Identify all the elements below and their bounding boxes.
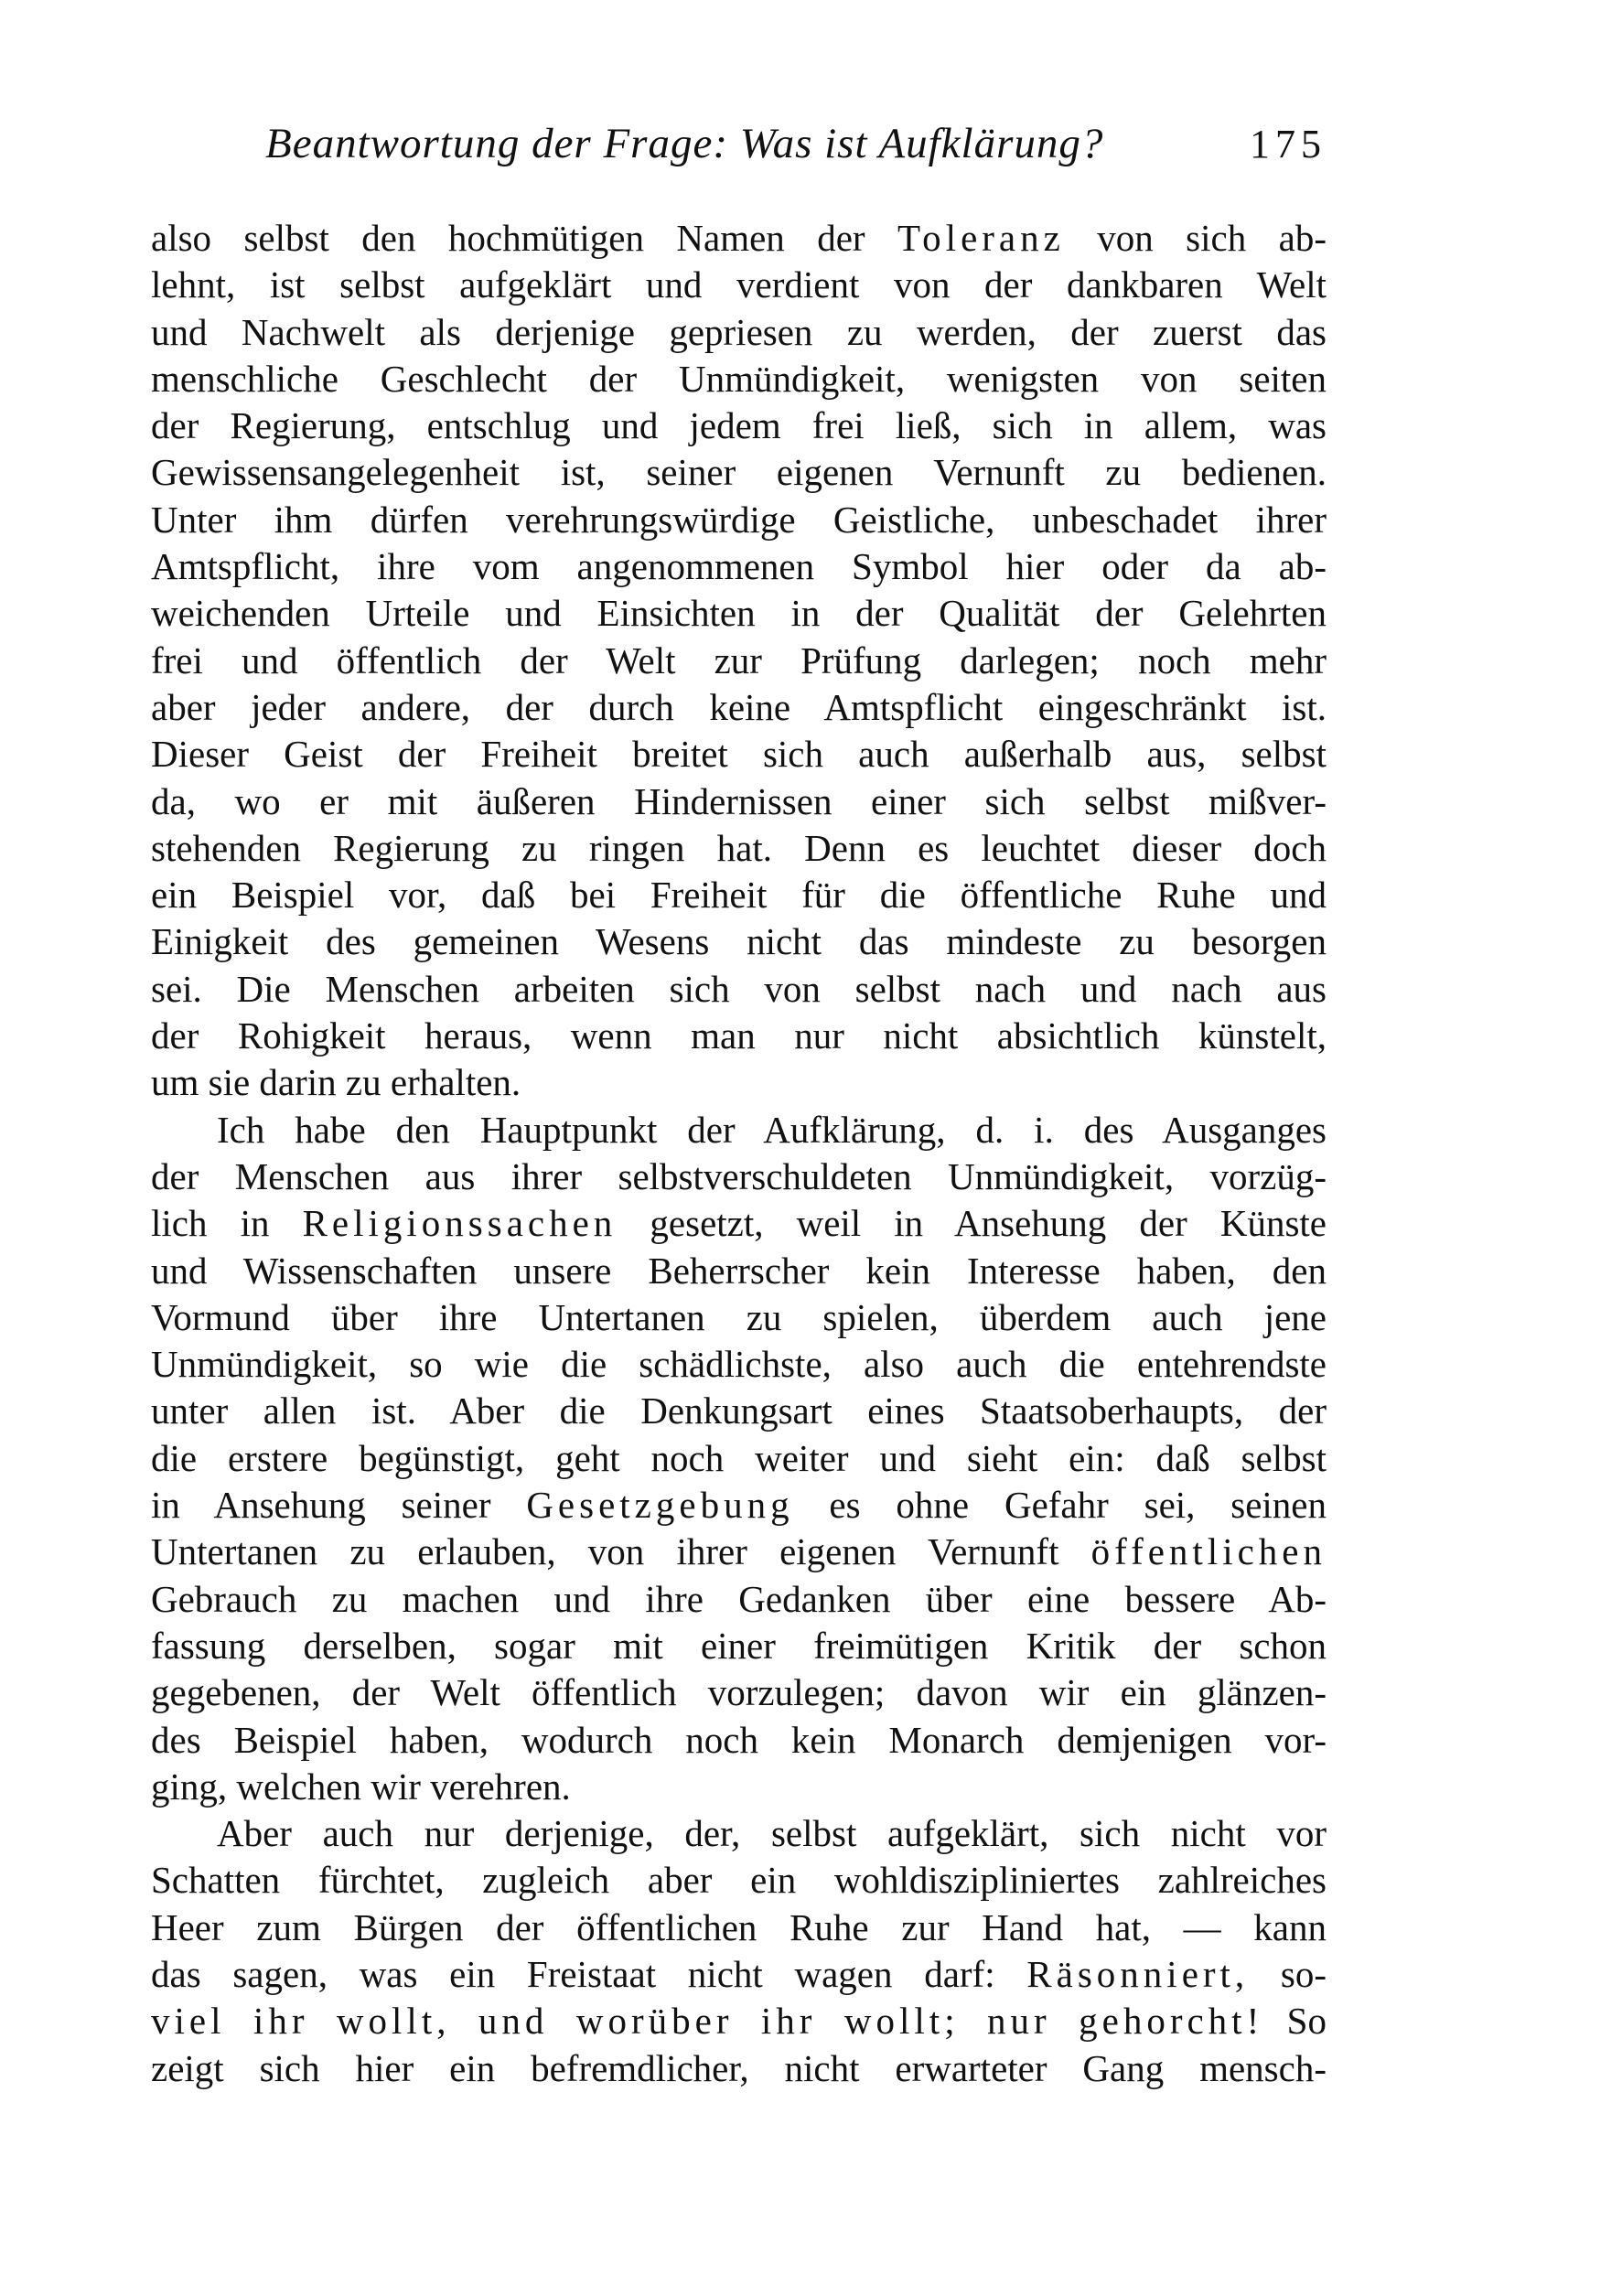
text-segment: Gewissensangelegenheit ist, seiner eigenen Vernunft zu bedienen. xyxy=(151,451,1327,494)
text-segment: lich in xyxy=(151,1202,303,1245)
text-segment: Schatten fürchtet, zugleich aber ein wohldiszipliniertes zahlreiches xyxy=(151,1859,1327,1902)
text-segment: der Rohigkeit heraus, wenn man nur nicht absichtlich künstelt, xyxy=(151,1014,1327,1057)
text-line xyxy=(151,590,1327,637)
text-segment: Unmündigkeit, so wie die schädlichste, also auch die entehrendste xyxy=(151,1343,1327,1386)
text-segment: unter allen ist. Aber die Denkungsart eines Staatsoberhaupts, der xyxy=(151,1389,1327,1432)
spaced-emphasis: viel ihr wollt, und worüber ihr wollt; nur gehorcht! xyxy=(151,2000,1264,2043)
spaced-emphasis: öffentlichen xyxy=(1090,1530,1327,1573)
text-line xyxy=(151,1669,1327,1716)
text-segment: lehnt, ist selbst aufgeklärt und verdient von der dankbaren Welt xyxy=(151,263,1327,306)
spaced-emphasis: Religionssachen xyxy=(302,1202,618,1245)
text-line xyxy=(151,1623,1327,1669)
text-segment: das sagen, was ein Freistaat nicht wagen darf: xyxy=(151,1952,1027,1995)
text-segment: der Menschen aus ihrer selbstverschuldeten Unmündigkeit, vorzüg- xyxy=(151,1154,1327,1197)
text-line xyxy=(151,825,1327,872)
text-segment: es ohne Gefahr sei, seinen xyxy=(793,1484,1327,1527)
text-line xyxy=(151,1904,1327,1951)
text-line xyxy=(151,356,1327,402)
text-segment: zeigt sich hier ein befremdlicher, nicht erwarteter Gang mensch- xyxy=(151,2046,1327,2089)
text-line xyxy=(151,262,1327,308)
text-line xyxy=(151,778,1327,825)
text-line xyxy=(151,1764,1327,1810)
text-segment: Einigkeit des gemeinen Wesens nicht das mindeste zu besorgen xyxy=(151,920,1327,963)
text-line xyxy=(151,309,1327,356)
text-segment: ging, welchen wir verehren. xyxy=(151,1765,571,1808)
text-segment: der Regierung, entschlug und jedem frei ließ, sich in allem, was xyxy=(151,404,1327,447)
text-line xyxy=(151,497,1327,543)
text-segment: Gebrauch zu machen und ihre Gedanken über eine bessere Ab- xyxy=(151,1577,1327,1620)
text-segment: sei. Die Menschen arbeiten sich von selbst nach und nach aus xyxy=(151,967,1327,1010)
text-line xyxy=(151,1951,1327,1998)
running-header xyxy=(265,119,1327,183)
text-segment: Dieser Geist der Freiheit breitet sich auch außerhalb aus, selbst xyxy=(151,733,1327,776)
text-segment: gegebenen, der Welt öffentlich vorzulegen; davon wir ein glänzen- xyxy=(151,1671,1327,1714)
text-line xyxy=(151,1200,1327,1247)
text-segment: Ich habe den Hauptpunkt der Aufklärung, d. i. des Ausganges xyxy=(217,1108,1327,1151)
page-number: 175 xyxy=(1250,122,1327,166)
text-segment: in Ansehung seiner xyxy=(151,1484,527,1527)
text-line xyxy=(151,1576,1327,1623)
text-segment: weichenden Urteile und Einsichten in der Qualität der Gelehrten xyxy=(151,592,1327,635)
text-segment: aber jeder andere, der durch keine Amtspflicht eingeschränkt ist. xyxy=(151,685,1327,728)
text-line xyxy=(151,402,1327,449)
text-segment: Amtspflicht, ihre vom angenommenen Symbol hier oder da ab- xyxy=(151,545,1327,588)
text-segment: und Wissenschaften unsere Beherrscher kein Interesse haben, den xyxy=(151,1249,1327,1292)
text-segment: menschliche Geschlecht der Unmündigkeit, wenigsten von seiten xyxy=(151,357,1327,400)
text-line xyxy=(151,1529,1327,1575)
text-line xyxy=(151,2045,1327,2092)
text-segment: und Nachwelt als derjenige gepriesen zu werden, der zuerst das xyxy=(151,310,1327,353)
text-line xyxy=(151,543,1327,590)
text-line xyxy=(151,1388,1327,1434)
text-line xyxy=(151,1857,1327,1904)
text-segment: also selbst den hochmütigen Namen der xyxy=(151,217,897,259)
text-segment: Heer zum Bürgen der öffentlichen Ruhe zur Hand hat, — kann xyxy=(151,1905,1327,1948)
text-line xyxy=(151,638,1327,684)
text-line xyxy=(151,1435,1327,1482)
text-line xyxy=(151,731,1327,778)
spaced-emphasis: Gesetzgebung xyxy=(526,1484,794,1527)
body-text xyxy=(151,215,1327,2092)
text-segment: Vormund über ihre Untertanen zu spielen, überdem auch jene xyxy=(151,1295,1327,1338)
text-segment: ein Beispiel vor, daß bei Freiheit für die öffentliche Ruhe und xyxy=(151,874,1327,917)
text-line xyxy=(151,1107,1327,1153)
text-line xyxy=(151,1998,1327,2044)
text-line xyxy=(151,872,1327,918)
text-line xyxy=(151,1810,1327,1857)
text-segment: Unter ihm dürfen verehrungswürdige Geistliche, unbeschadet ihrer xyxy=(151,498,1327,541)
text-line xyxy=(151,918,1327,965)
text-line xyxy=(151,1294,1327,1341)
text-line xyxy=(151,684,1327,731)
text-segment: so- xyxy=(1249,1952,1327,1995)
text-segment: fassung derselben, sogar mit einer freimütigen Kritik der schon xyxy=(151,1624,1327,1667)
text-line xyxy=(151,1013,1327,1059)
text-segment: So xyxy=(1263,2000,1327,2043)
text-segment: Aber auch nur derjenige, der, selbst aufgeklärt, sich nicht vor xyxy=(217,1812,1327,1855)
text-segment: Untertanen zu erlauben, von ihrer eigenen Vernunft xyxy=(151,1530,1091,1573)
text-line xyxy=(151,1717,1327,1764)
running-title: Beantwortung der Frage: Was ist Aufklärung? xyxy=(265,120,1104,167)
text-segment: von sich ab- xyxy=(1064,217,1327,259)
spaced-emphasis: Toleranz xyxy=(897,217,1065,259)
spaced-emphasis: Räsonniert, xyxy=(1026,1952,1250,1995)
text-segment: frei und öffentlich der Welt zur Prüfung darlegen; noch mehr xyxy=(151,638,1327,681)
text-line xyxy=(151,1482,1327,1529)
text-segment: des Beispiel haben, wodurch noch kein Monarch demjenigen vor- xyxy=(151,1718,1327,1761)
text-segment: die erstere begünstigt, geht noch weiter und sieht ein: daß selbst xyxy=(151,1436,1327,1479)
text-line xyxy=(151,966,1327,1013)
text-segment: gesetzt, weil in Ansehung der Künste xyxy=(617,1202,1327,1245)
text-segment: um sie darin zu erhalten. xyxy=(151,1061,521,1104)
text-line xyxy=(151,215,1327,262)
text-line xyxy=(151,1248,1327,1294)
text-line xyxy=(151,1059,1327,1106)
text-segment: stehenden Regierung zu ringen hat. Denn es leuchtet dieser doch xyxy=(151,826,1327,869)
text-line xyxy=(151,449,1327,496)
text-line xyxy=(151,1341,1327,1388)
text-segment: da, wo er mit äußeren Hindernissen einer sich selbst mißver- xyxy=(151,779,1327,822)
text-line xyxy=(151,1153,1327,1200)
